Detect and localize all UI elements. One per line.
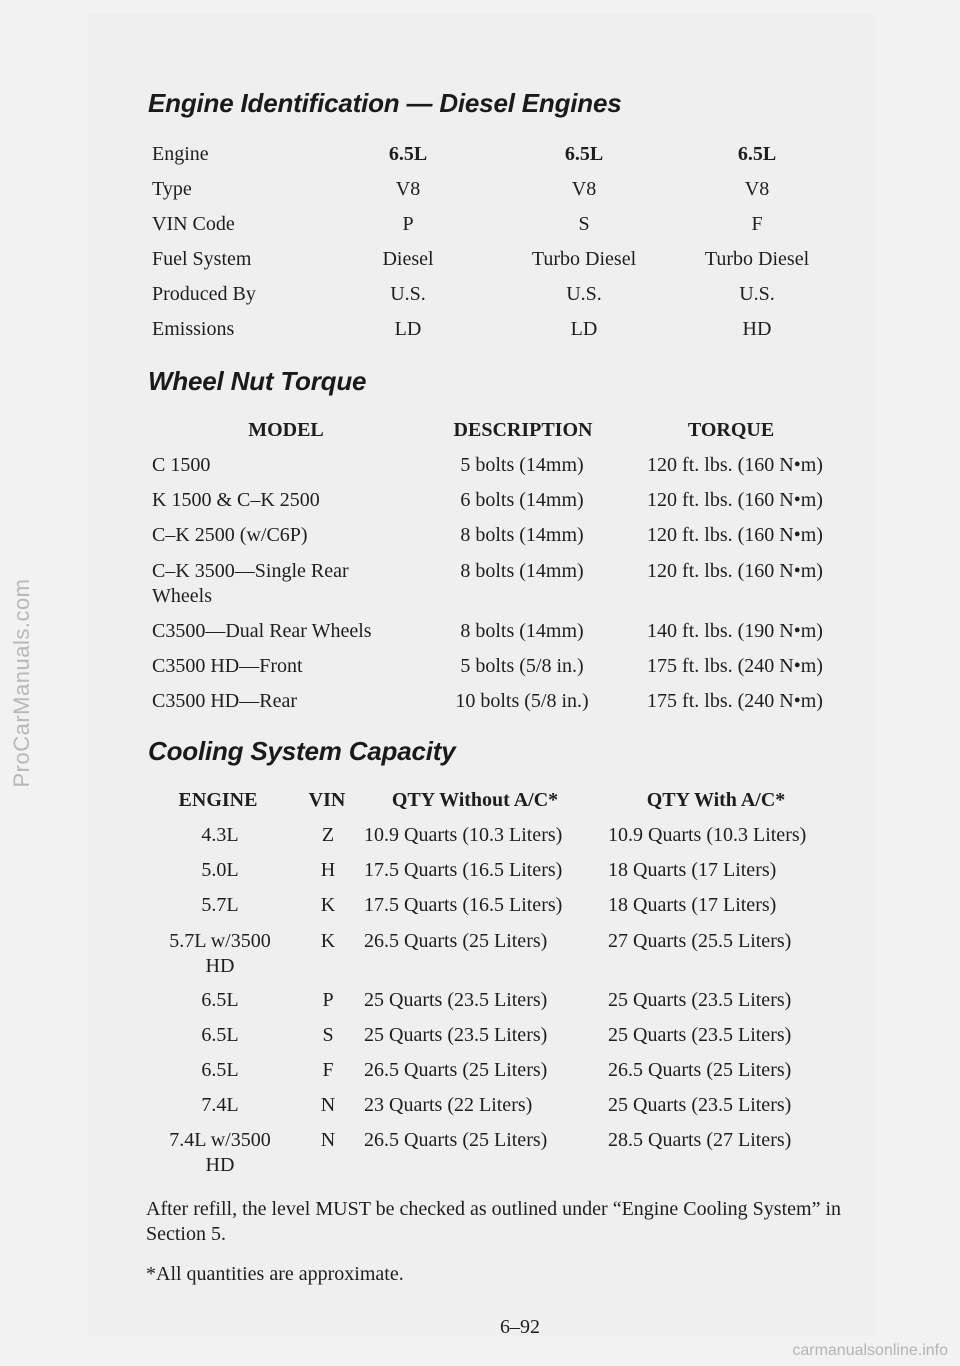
engine-row-label: VIN Code (152, 213, 235, 235)
cooling-header-with: QTY With A/C* (646, 789, 786, 811)
wheel-row-torque: 120 ft. lbs. (160 N•m) (647, 489, 823, 511)
engine-row-value: U.S. (739, 283, 775, 305)
cooling-row-with: 10.9 Quarts (10.3 Liters) (608, 824, 807, 846)
bottom-watermark: carmanualsonline.info (792, 1342, 948, 1359)
wheel-row-torque: 175 ft. lbs. (240 N•m) (647, 690, 823, 712)
cooling-row-with: 25 Quarts (23.5 Liters) (608, 1094, 792, 1116)
page-number: 6–92 (500, 1316, 540, 1338)
cooling-row-vin: K (320, 930, 336, 952)
cooling-row-vin: H (320, 859, 336, 881)
engine-row-value: LD (394, 318, 422, 340)
cooling-row-with: 25 Quarts (23.5 Liters) (608, 1024, 792, 1046)
wheel-row-description: 5 bolts (5/8 in.) (460, 655, 584, 677)
wheel-nut-title: Wheel Nut Torque (148, 366, 367, 396)
cooling-row-vin: F (322, 1059, 334, 1081)
cooling-row-without: 26.5 Quarts (25 Liters) (364, 1129, 548, 1151)
wheel-row-model: C3500 HD—Rear (152, 690, 297, 712)
cooling-header-vin: VIN (308, 789, 346, 811)
engine-row-label: Fuel System (152, 248, 252, 270)
engine-row-value: U.S. (566, 283, 602, 305)
engine-row-label: Produced By (152, 283, 256, 305)
wheel-row-model: K 1500 & C–K 2500 (152, 489, 320, 511)
cooling-row-engine: 5.7L (201, 894, 239, 916)
cooling-row-engine: 7.4L (201, 1094, 239, 1116)
cooling-row-without: 17.5 Quarts (16.5 Liters) (364, 859, 563, 881)
engine-row-value: Turbo Diesel (531, 248, 637, 270)
wheel-row-model: Wheels (152, 585, 212, 607)
wheel-row-description: 5 bolts (14mm) (460, 454, 584, 476)
cooling-row-vin: S (322, 1024, 334, 1046)
wheel-row-model: C 1500 (152, 454, 211, 476)
engine-row-value: V8 (395, 178, 421, 200)
cooling-row-with: 18 Quarts (17 Liters) (608, 894, 777, 916)
cooling-row-engine: 6.5L (201, 1059, 239, 1081)
wheel-row-model: C3500—Dual Rear Wheels (152, 620, 372, 642)
engine-row-label: Engine (152, 143, 209, 165)
cooling-row-without: 26.5 Quarts (25 Liters) (364, 930, 548, 952)
refill-note: After refill, the level MUST be checked as outlined under “Engine Cooling System” in Section 5. (146, 1198, 842, 1245)
cooling-row-vin: N (320, 1129, 336, 1151)
engine-row-value: Turbo Diesel (704, 248, 810, 270)
cooling-row-with: 27 Quarts (25.5 Liters) (608, 930, 792, 952)
wheel-row-model: C3500 HD—Front (152, 655, 303, 677)
cooling-header-without: QTY Without A/C* (391, 789, 559, 811)
wheel-row-description: 10 bolts (5/8 in.) (455, 690, 589, 712)
cooling-row-engine: 7.4L w/3500 (169, 1129, 271, 1151)
engine-row-label: Type (152, 178, 192, 200)
cooling-row-without: 25 Quarts (23.5 Liters) (364, 1024, 548, 1046)
wheel-header-torque: TORQUE (687, 419, 775, 441)
wheel-row-description: 6 bolts (14mm) (460, 489, 584, 511)
cooling-row-without: 26.5 Quarts (25 Liters) (364, 1059, 548, 1081)
engine-row-value: 6.5L (737, 143, 777, 165)
cooling-row-engine: 5.7L w/3500 (169, 930, 271, 952)
cooling-row-without: 23 Quarts (22 Liters) (364, 1094, 533, 1116)
engine-row-value: 6.5L (388, 143, 428, 165)
engine-row-value: LD (570, 318, 598, 340)
cooling-row-with: 18 Quarts (17 Liters) (608, 859, 777, 881)
engine-row-value: P (402, 213, 414, 235)
engine-row-value: U.S. (390, 283, 426, 305)
cooling-row-vin: K (320, 894, 336, 916)
wheel-row-torque: 175 ft. lbs. (240 N•m) (647, 655, 823, 677)
cooling-row-vin: Z (321, 824, 335, 846)
wheel-row-description: 8 bolts (14mm) (460, 560, 584, 582)
engine-row-value: S (578, 213, 590, 235)
cooling-row-with: 28.5 Quarts (27 Liters) (608, 1129, 792, 1151)
cooling-row-engine: 6.5L (201, 989, 239, 1011)
engine-row-value: HD (742, 318, 772, 340)
cooling-row-with: 26.5 Quarts (25 Liters) (608, 1059, 792, 1081)
cooling-row-without: 25 Quarts (23.5 Liters) (364, 989, 548, 1011)
cooling-row-engine: HD (205, 955, 235, 977)
wheel-row-model: C–K 2500 (w/C6P) (152, 524, 308, 546)
engine-row-label: Emissions (152, 318, 235, 340)
wheel-header-model: MODEL (248, 419, 324, 441)
wheel-row-model: C–K 3500—Single Rear (152, 560, 349, 582)
engine-row-value: V8 (571, 178, 597, 200)
cooling-row-with: 25 Quarts (23.5 Liters) (608, 989, 792, 1011)
wheel-row-torque: 120 ft. lbs. (160 N•m) (647, 524, 823, 546)
engine-row-value: 6.5L (564, 143, 604, 165)
engine-row-value: F (751, 213, 763, 235)
engine-id-title: Engine Identification — Diesel Engines (148, 88, 622, 118)
cooling-row-engine: 5.0L (201, 859, 239, 881)
cooling-title: Cooling System Capacity (148, 736, 456, 766)
cooling-row-vin: N (320, 1094, 336, 1116)
wheel-row-torque: 120 ft. lbs. (160 N•m) (647, 560, 823, 582)
wheel-header-description: DESCRIPTION (453, 419, 593, 441)
cooling-header-engine: ENGINE (178, 789, 258, 811)
wheel-row-description: 8 bolts (14mm) (460, 620, 584, 642)
engine-row-value: V8 (744, 178, 770, 200)
cooling-row-without: 10.9 Quarts (10.3 Liters) (364, 824, 563, 846)
cooling-row-engine: HD (205, 1154, 235, 1176)
wheel-row-torque: 140 ft. lbs. (190 N•m) (647, 620, 823, 642)
cooling-row-engine: 4.3L (201, 824, 239, 846)
cooling-row-without: 17.5 Quarts (16.5 Liters) (364, 894, 563, 916)
cooling-row-engine: 6.5L (201, 1024, 239, 1046)
wheel-row-description: 8 bolts (14mm) (460, 524, 584, 546)
side-watermark: ProCarManuals.com (9, 578, 34, 788)
wheel-row-torque: 120 ft. lbs. (160 N•m) (647, 454, 823, 476)
engine-row-value: Diesel (382, 248, 434, 270)
cooling-row-vin: P (322, 989, 334, 1011)
approx-note: *All quantities are approximate. (146, 1263, 404, 1285)
